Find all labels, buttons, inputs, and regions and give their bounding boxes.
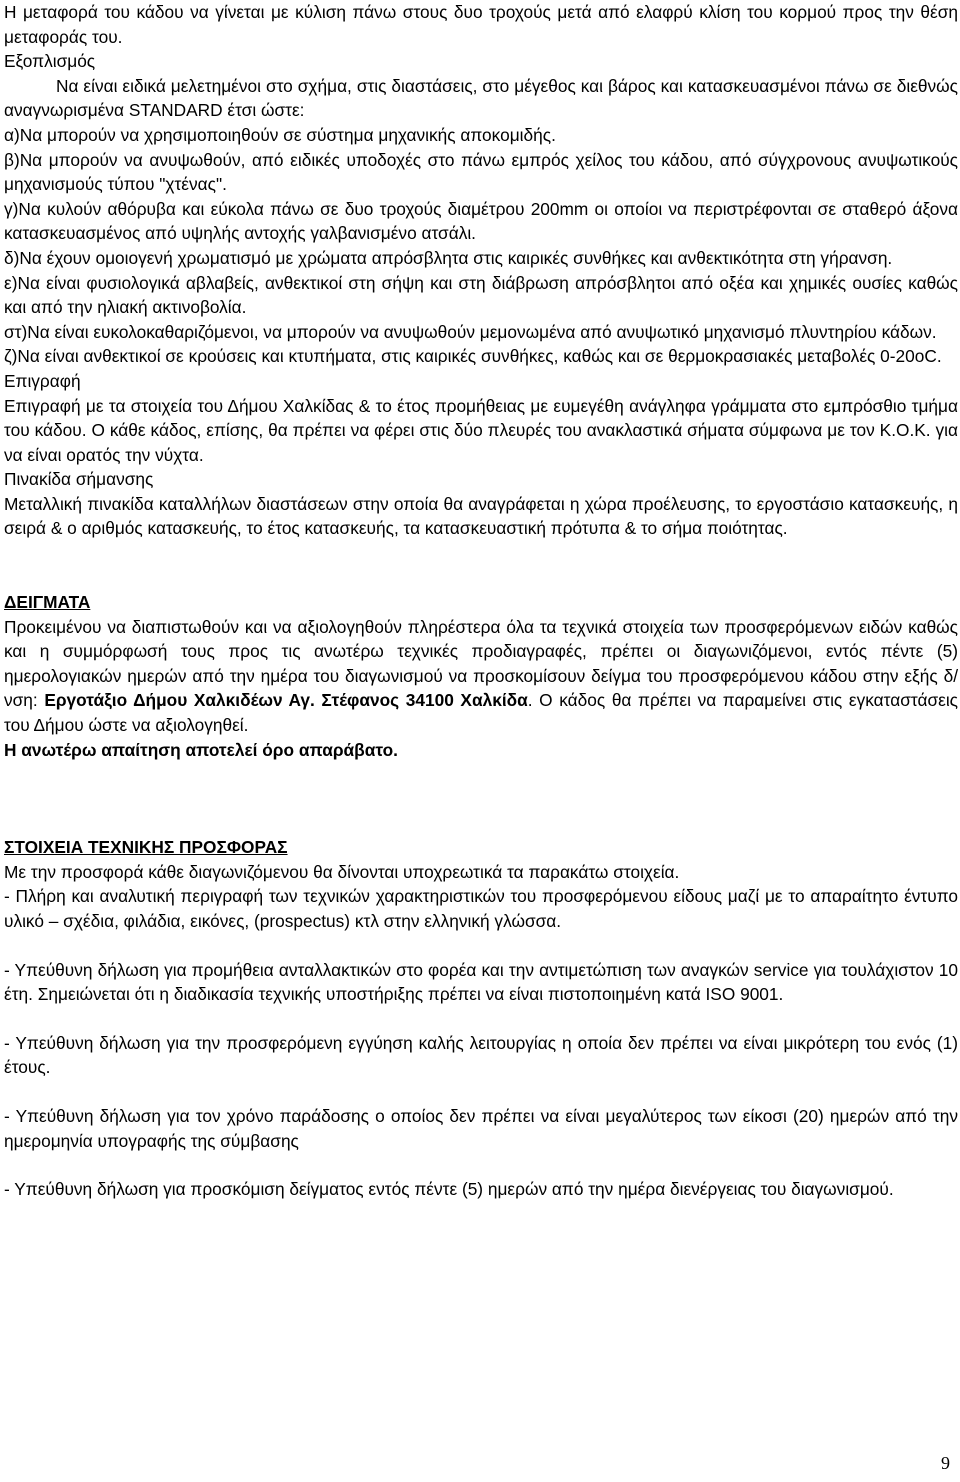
- technical-offer-item: - Πλήρη και αναλυτική περιγραφή των τεχνικών χαρακτηριστικών του προσφερόμενου είδους μαζί με το απαραίτητο έντυπο υλικό – σχέδια, φιλάδια, εικόνες, (prospectus) κτλ στην ελληνική γλώσσα.: [4, 886, 958, 931]
- inscription-heading: Επιγραφή: [4, 370, 81, 391]
- inscription-text: Επιγραφή με τα στοιχεία του Δήμου Χαλκίδας & το έτος προμήθειας με ευμεγέθη ανάγληφα γράμματα στο εμπρόσθιο τμήμα του κάδου. Ο κάθε κάδος, επίσης, θα πρέπει να φέρει στις δύο πλευρές του ανακλαστικά σήματα σύμφωνα με τον Κ.Ο.Κ. για να είναι ορατός την νύχτα.: [4, 395, 958, 465]
- item-spacer: [0, 1080, 960, 1104]
- equipment-item: δ)Να έχουν ομοιογενή χρωματισμό με χρώματα απρόσβλητα στις καιρικές συνθήκες και ανθεκτικότητα στη γήρανση.: [4, 247, 893, 268]
- samples-address: Εργοτάξιο Δήμου Χαλκιδέων Αγ. Στέφανος 34100 Χαλκίδα: [44, 690, 528, 711]
- transport-paragraph: Η μεταφορά του κάδου να γίνεται με κύλιση πάνω στους δυο τροχούς μετά από ελαφρύ κλίση του κορμού προς την θέση μεταφοράς του.: [4, 2, 958, 47]
- technical-offer-item: - Υπεύθυνη δήλωση για την προσφερόμενη εγγύηση καλής λειτουργίας η οποία δεν πρέπει να είναι μικρότερη του ενός (1) έτους.: [4, 1032, 958, 1078]
- technical-offer-item: - Υπεύθυνη δήλωση για προσκόμιση δείγματος εντός πέντε (5) ημερών από την ημέρα διενέργειας του διαγωνισμού.: [4, 1179, 894, 1200]
- section-spacer: [0, 762, 960, 835]
- section-spacer: [0, 541, 960, 590]
- equipment-item: ζ)Να είναι ανθεκτικοί σε κρούσεις και κτυπήματα, στις καιρικές συνθήκες, καθώς και σε θερμοκρασιακές μεταβολές 0-20οC.: [4, 346, 942, 367]
- item-spacer: [0, 1007, 960, 1031]
- samples-text-before: Προκειμένου να διαπιστωθούν και να αξιολογηθούν πληρέστερα όλα τα τεχνικά στοιχεία των προσφερόμενων ειδών καθώς και η συμμόρφωσή τους προς τις ανωτέρω τεχνικές προδιαγραφές, πρέπει οι διαγωνιζόμενοι, εντός πέντε (5) ημερολογιακών ημερών από την ημέρα του διαγωνισμού να προσκομίσουν δείγμα του προσφερόμενου κάδου στην εξής δ/νση:: [4, 616, 958, 711]
- equipment-item: στ)Να είναι ευκολοκαθαριζόμενοι, να μπορούν να ανυψωθούν μεμονωμένα από ανυψωτικό μηχανισμό πλυντηρίου κάδων.: [4, 321, 937, 342]
- samples-text-after: . Ο κάδος θα πρέπει να παραμείνει στις εγκαταστάσεις του Δήμου ώστε να αξιολογηθεί.: [4, 690, 958, 736]
- samples-heading: ΔΕΙΓΜΑΤΑ: [4, 592, 91, 613]
- samples-text: [0, 615, 960, 738]
- technical-offer-intro: Με την προσφορά κάθε διαγωνιζόμενου θα δίνονται υποχρεωτικά τα παρακάτω στοιχεία.: [4, 861, 680, 882]
- equipment-heading: Εξοπλισμός: [4, 51, 96, 72]
- equipment-intro: Να είναι ειδικά μελετημένοι στο σχήμα, στις διαστάσεις, στο μέγεθος και βάρος και κατασκευασμένοι πάνω σε διεθνώς αναγνωρισμένα STANDARD έτσι ώστε:: [4, 75, 958, 121]
- item-spacer: [0, 934, 960, 958]
- technical-offer-item: - Υπεύθυνη δήλωση για προμήθεια ανταλλακτικών στο φορέα και την αντιμετώπιση των αναγκών service για τουλάχιστον 10 έτη. Σημειώνεται ότι η διαδικασία τεχνικής υποστήριξης πρέπει να είναι πιστοποιημένη κατά ISO 9001.: [4, 959, 958, 1005]
- equipment-item: γ)Να κυλούν αθόρυβα και εύκολα πάνω σε δυο τροχούς διαμέτρου 200mm οι οποίοι να περιστρέφονται σε σταθερό άξονα κατασκευασμένος από υψηλής αντοχής γαλβανισμένο ατσάλι.: [4, 198, 958, 244]
- equipment-item: α)Να μπορούν να χρησιμοποιηθούν σε σύστημα μηχανικής αποκομιδής.: [4, 124, 556, 145]
- plate-text: Μεταλλική πινακίδα καταλλήλων διαστάσεων στην οποία θα αναγράφεται η χώρα προέλευσης, το εργοστάσιο κατασκευής, η σειρά & ο αριθμός κατασκευής, το έτος κατασκευής, τα κατασκευαστική πρότυπα & το σήμα ποιότητας.: [4, 493, 958, 539]
- equipment-item: β)Να μπορούν να ανυψωθούν, από ειδικές υποδοχές στο πάνω εμπρός χείλος του κάδου, από σύγχρονους ανυψωτικούς μηχανισμούς τύπου "χτένας".: [4, 149, 958, 195]
- technical-offer-item: - Υπεύθυνη δήλωση για τον χρόνο παράδοσης ο οποίος δεν πρέπει να είναι μεγαλύτερος των είκοσι (20) ημερών από την ημερομηνία υπογραφής της σύμβασης: [4, 1105, 958, 1151]
- equipment-item: ε)Να είναι φυσιολογικά αβλαβείς, ανθεκτικοί στη σήψη και στη διάβρωση απρόσβλητοι από οξέα και χημικές ουσίες καθώς και από την ηλιακή ακτινοβολία.: [4, 272, 958, 318]
- plate-heading: Πινακίδα σήμανσης: [4, 469, 154, 490]
- samples-requirement: Η ανωτέρω απαίτηση αποτελεί όρο απαράβατο.: [4, 739, 398, 760]
- item-spacer: [0, 1153, 960, 1177]
- technical-offer-heading: ΣΤΟΙΧΕΙΑ ΤΕΧΝΙΚΗΣ ΠΡΟΣΦΟΡΑΣ: [4, 837, 288, 858]
- page-number: 9: [941, 1453, 950, 1473]
